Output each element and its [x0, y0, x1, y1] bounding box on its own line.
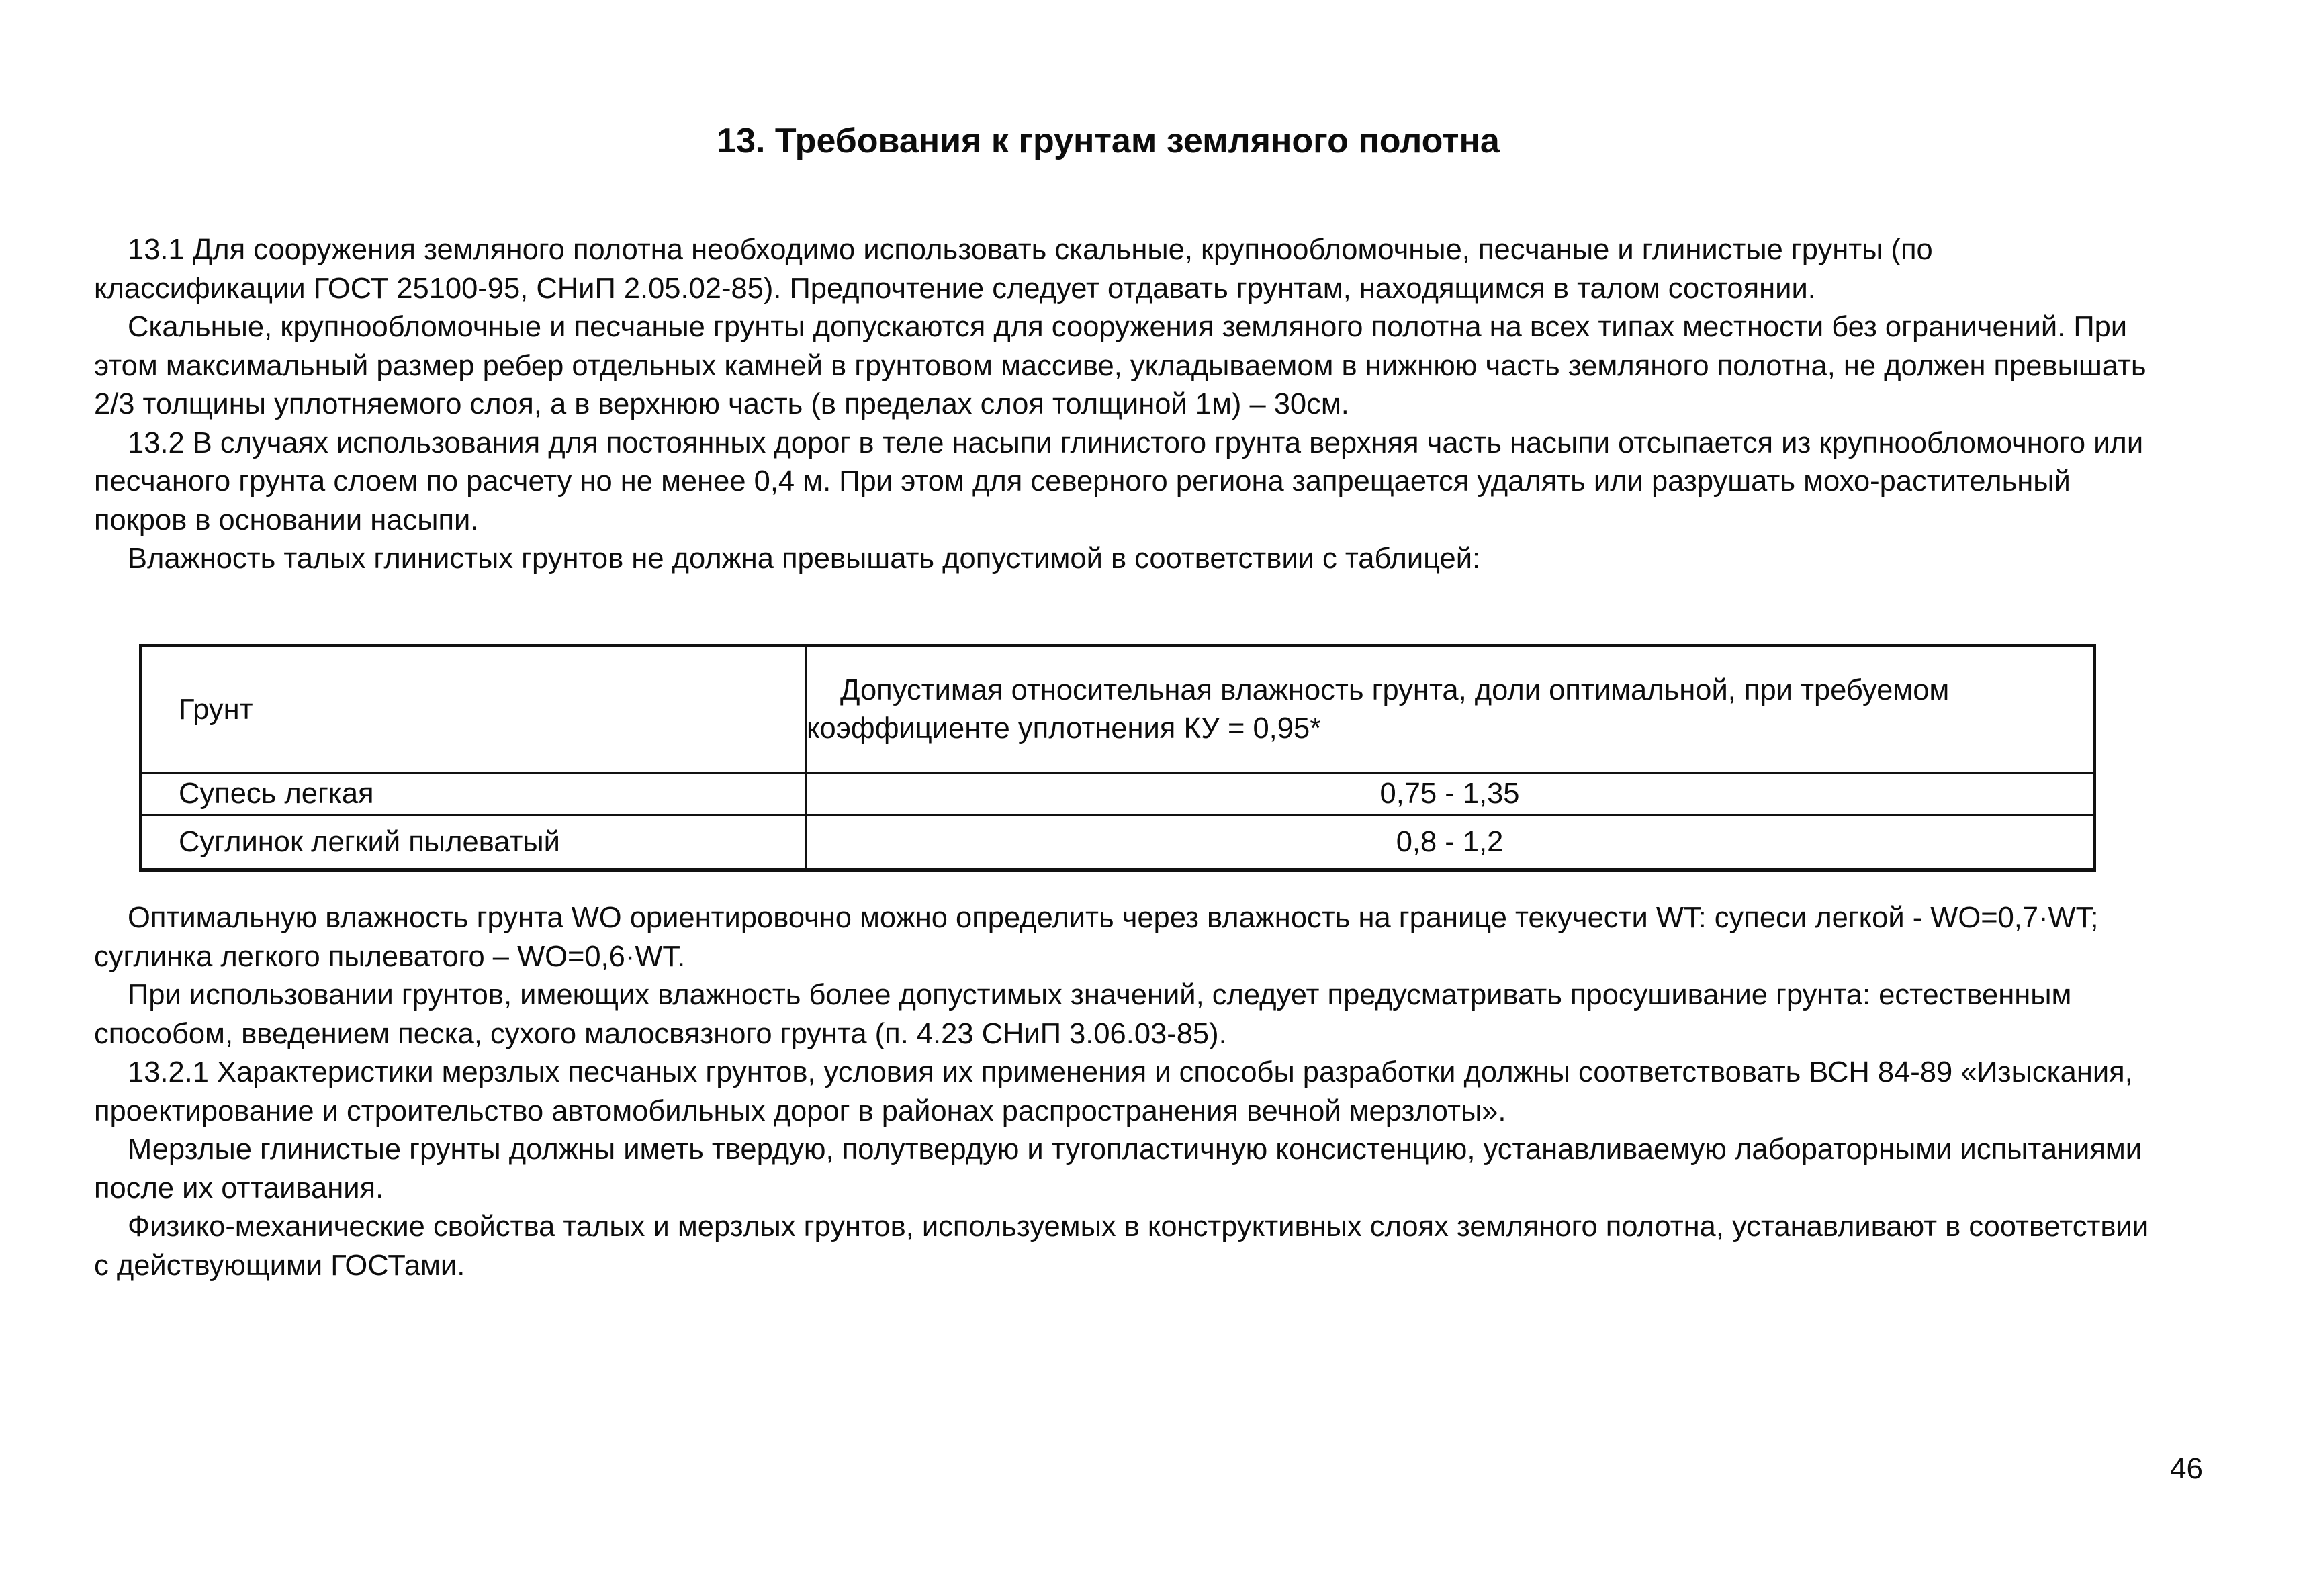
paragraph-rocky-soils: Скальные, крупнообломочные и песчаные грунты допускаются для сооружения земляного полотна на всех типах местности без ограничений. При этом максимальный размер ребер отдельных камней в грунтовом массиве, укладываемом в нижнюю часть земляного полотна, не должен превышать 2/3 толщины уплотняемого слоя, а в верхнюю часть (в пределах слоя толщиной 1м) – 30см.	[94, 311, 2146, 420]
paragraph-physical-properties: Физико-механические свойства талых и мерзлых грунтов, используемых в конструктивных слоях земляного полотна, устанавливают в соответствии с действующими ГОСТами.	[94, 1211, 2149, 1282]
paragraph-13-1: 13.1 Для сооружения земляного полотна необходимо использовать скальные, крупнообломочные, песчаные и глинистые грунты (по классификации ГОСТ 25100-95, СНиП 2.05.02-85). Предпочтение следует отдавать грунтам, находящимся в талом состоянии.	[94, 234, 1933, 305]
column-header-moisture-line1: Допустимая относительная влажность грунта, доли оптимальной, при требуемом	[840, 674, 1950, 706]
moisture-value-cell: 0,8 - 1,2	[806, 815, 2095, 870]
moisture-value-cell: 0,75 - 1,35	[806, 773, 2095, 815]
paragraph-table-intro: Влажность талых глинистых грунтов не должна превышать допустимой в соответствии с таблицей:	[128, 543, 1481, 575]
column-header-moisture	[806, 646, 2095, 773]
paragraph-drying: При использовании грунтов, имеющих влажность более допустимых значений, следует предусматривать просушивание грунта: естественным способом, введением песка, сухого малосвязного грунта (п. 4.23 СНиП 3.06.03-85).	[94, 979, 2072, 1050]
paragraph-optimal-moisture: Оптимальную влажность грунта WO ориентировочно можно определить через влажность на границе текучести WT: супеси легкой - WO=0,7·WT; суглинка легкого пылеватого – WO=0,6·WT.	[94, 902, 2099, 973]
table-row	[141, 815, 2095, 870]
column-header-moisture-line2: коэффициенте уплотнения КУ = 0,95*	[807, 712, 1322, 745]
table-row	[141, 773, 2095, 815]
soil-name-cell: Супесь легкая	[141, 773, 806, 815]
paragraph-13-2-1: 13.2.1 Характеристики мерзлых песчаных грунтов, условия их применения и способы разработки должны соответствовать ВСН 84-89 «Изыскания, проектирование и строительство автомобильных дорог в районах распространения вечной мерзлоты».	[94, 1056, 2133, 1127]
section-heading: 13. Требования к грунтам земляного полотна	[717, 122, 1500, 160]
text-block-after-table	[94, 899, 2149, 1285]
soil-name-cell: Суглинок легкий пылеватый	[141, 815, 806, 870]
paragraph-13-2: 13.2 В случаях использования для постоянных дорог в теле насыпи глинистого грунта верхняя часть насыпи отсыпается из крупнообломочного или песчаного грунта слоем по расчету но не менее 0,4 м. При этом для северного региона запрещается удалять или разрушать мохо-растительный покров в основании насыпи.	[94, 426, 2144, 536]
text-block-before-table	[94, 231, 2149, 579]
table-header-row	[141, 646, 2095, 773]
page-number: 46	[2170, 1452, 2203, 1485]
paragraph-frozen-clay: Мерзлые глинистые грунты должны иметь твердую, полутвердую и тугопластичную консистенцию, устанавливаемую лабораторными испытаниями после их оттаивания.	[94, 1133, 2142, 1205]
moisture-table	[139, 644, 2096, 872]
column-header-soil: Грунт	[141, 646, 806, 773]
